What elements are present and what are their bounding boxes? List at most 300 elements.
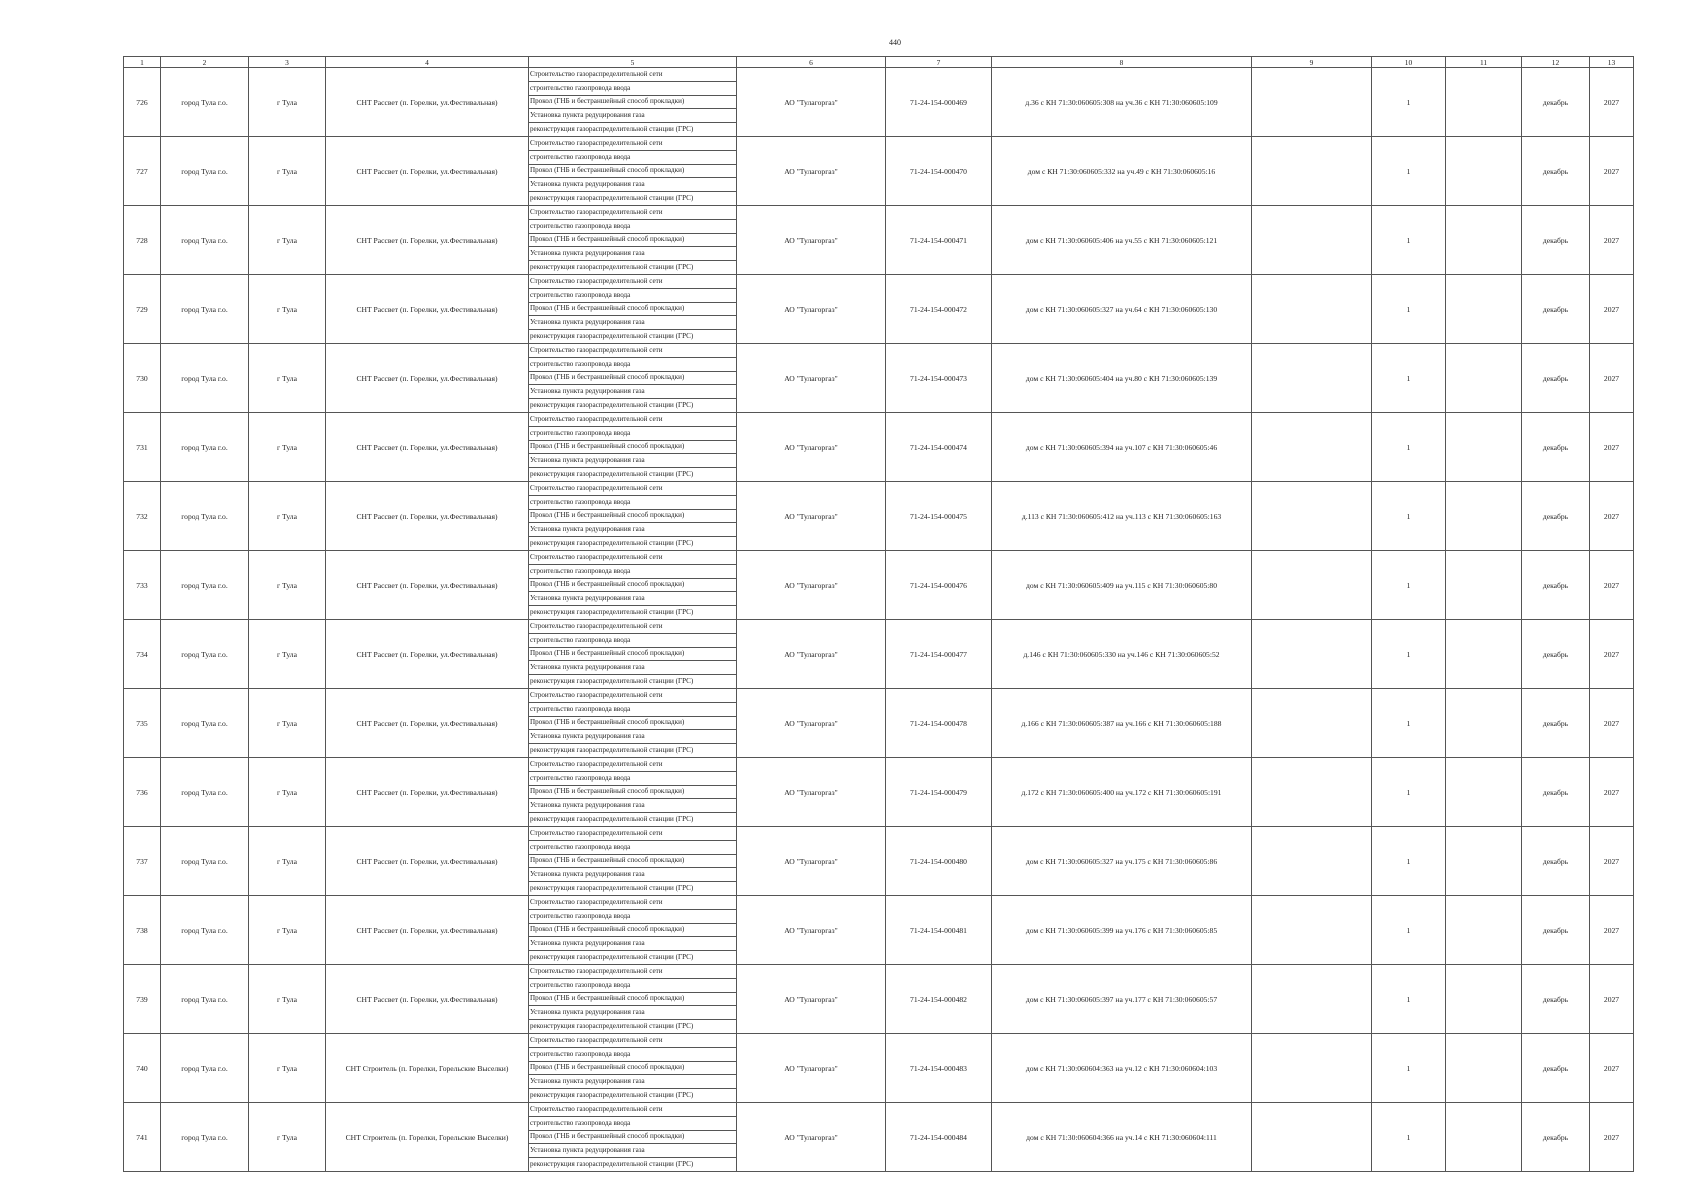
organization-cell: АО "Тулагоргаз"	[737, 689, 886, 758]
works-cell	[529, 620, 737, 689]
organization-cell: АО "Тулагоргаз"	[737, 413, 886, 482]
application-code-cell: 71-24-154-000469	[886, 68, 992, 137]
quantity-cell: 1	[1372, 758, 1446, 827]
municipality-cell: город Тула г.о.	[161, 758, 249, 827]
month-cell: декабрь	[1522, 482, 1590, 551]
object-name-cell: СНТ Рассвет (п. Горелки, ул.Фестивальная)	[326, 896, 529, 965]
works-list	[529, 965, 736, 1033]
work-item: Установка пункта редуцирования газа	[529, 109, 736, 123]
table-body	[124, 68, 1634, 1172]
column-header: 6	[737, 57, 886, 68]
works-list	[529, 551, 736, 619]
address-cell: дом с КН 71:30:060604:363 на уч.12 с КН 71:30:060604:103	[992, 1034, 1252, 1103]
work-item: Прокол (ГНБ и бестраншейный способ прокладки)	[529, 786, 736, 800]
column-9-cell	[1252, 413, 1372, 482]
year-cell: 2027	[1590, 965, 1634, 1034]
column-header: 10	[1372, 57, 1446, 68]
column-header: 7	[886, 57, 992, 68]
row-number: 735	[124, 689, 161, 758]
settlement-cell: г Тула	[249, 482, 326, 551]
work-item: Строительство газораспределительной сети	[529, 1103, 736, 1117]
work-item: строительство газопровода ввода	[529, 565, 736, 579]
column-9-cell	[1252, 206, 1372, 275]
row-number: 729	[124, 275, 161, 344]
application-code-cell: 71-24-154-000476	[886, 551, 992, 620]
works-list	[529, 758, 736, 826]
work-item: Установка пункта редуцирования газа	[529, 316, 736, 330]
work-item: строительство газопровода ввода	[529, 358, 736, 372]
object-name-cell: СНТ Рассвет (п. Горелки, ул.Фестивальная)	[326, 758, 529, 827]
municipality-cell: город Тула г.о.	[161, 344, 249, 413]
work-item: Установка пункта редуцирования газа	[529, 661, 736, 675]
month-cell: декабрь	[1522, 758, 1590, 827]
header-row	[124, 57, 1634, 68]
quantity-cell: 1	[1372, 620, 1446, 689]
municipality-cell: город Тула г.о.	[161, 689, 249, 758]
work-item: реконструкция газораспределительной станции (ГРС)	[530, 746, 694, 755]
table-row	[124, 758, 1634, 827]
work-item: реконструкция газораспределительной станции (ГРС)	[530, 608, 694, 617]
work-item: реконструкция газораспределительной станции (ГРС)	[530, 332, 694, 341]
month-cell: декабрь	[1522, 965, 1590, 1034]
settlement-cell: г Тула	[249, 689, 326, 758]
work-item: строительство газопровода ввода	[529, 220, 736, 234]
organization-cell: АО "Тулагоргаз"	[737, 620, 886, 689]
organization-cell: АО "Тулагоргаз"	[737, 1034, 886, 1103]
column-header: 8	[992, 57, 1252, 68]
table-row	[124, 482, 1634, 551]
municipality-cell: город Тула г.о.	[161, 896, 249, 965]
column-9-cell	[1252, 965, 1372, 1034]
column-11-cell	[1446, 1034, 1522, 1103]
row-number: 726	[124, 68, 161, 137]
column-9-cell	[1252, 1034, 1372, 1103]
municipality-cell: город Тула г.о.	[161, 482, 249, 551]
works-list	[529, 275, 736, 343]
year-cell: 2027	[1590, 620, 1634, 689]
year-cell: 2027	[1590, 482, 1634, 551]
table-row	[124, 1103, 1634, 1172]
column-11-cell	[1446, 620, 1522, 689]
row-number: 727	[124, 137, 161, 206]
works-list	[529, 137, 736, 205]
row-number: 734	[124, 620, 161, 689]
year-cell: 2027	[1590, 137, 1634, 206]
column-11-cell	[1446, 68, 1522, 137]
work-item: строительство газопровода ввода	[529, 427, 736, 441]
municipality-cell: город Тула г.о.	[161, 965, 249, 1034]
month-cell: декабрь	[1522, 275, 1590, 344]
row-number: 741	[124, 1103, 161, 1172]
quantity-cell: 1	[1372, 1034, 1446, 1103]
work-item: строительство газопровода ввода	[529, 841, 736, 855]
work-item: Прокол (ГНБ и бестраншейный способ прокладки)	[529, 303, 736, 317]
row-number: 730	[124, 344, 161, 413]
works-list	[529, 344, 736, 412]
work-item: Прокол (ГНБ и бестраншейный способ прокладки)	[529, 648, 736, 662]
table-row	[124, 620, 1634, 689]
column-header: 5	[529, 57, 737, 68]
column-11-cell	[1446, 344, 1522, 413]
work-item: Строительство газораспределительной сети	[529, 620, 736, 634]
work-item: Строительство газораспределительной сети	[529, 206, 736, 220]
settlement-cell: г Тула	[249, 137, 326, 206]
works-cell	[529, 827, 737, 896]
work-item: Прокол (ГНБ и бестраншейный способ прокладки)	[529, 855, 736, 869]
column-9-cell	[1252, 68, 1372, 137]
settlement-cell: г Тула	[249, 758, 326, 827]
work-item: Строительство газораспределительной сети	[529, 758, 736, 772]
settlement-cell: г Тула	[249, 827, 326, 896]
work-item: Установка пункта редуцирования газа	[529, 730, 736, 744]
application-code-cell: 71-24-154-000483	[886, 1034, 992, 1103]
page-number: 440	[889, 38, 901, 47]
application-code-cell: 71-24-154-000472	[886, 275, 992, 344]
column-9-cell	[1252, 275, 1372, 344]
works-cell	[529, 758, 737, 827]
column-11-cell	[1446, 1103, 1522, 1172]
row-number: 731	[124, 413, 161, 482]
settlement-cell: г Тула	[249, 344, 326, 413]
works-cell	[529, 482, 737, 551]
table-row	[124, 344, 1634, 413]
column-11-cell	[1446, 482, 1522, 551]
object-name-cell: СНТ Рассвет (п. Горелки, ул.Фестивальная)	[326, 965, 529, 1034]
object-name-cell: СНТ Рассвет (п. Горелки, ул.Фестивальная)	[326, 275, 529, 344]
table-row	[124, 206, 1634, 275]
work-item: реконструкция газораспределительной станции (ГРС)	[530, 1022, 694, 1031]
work-item: Установка пункта редуцирования газа	[529, 454, 736, 468]
address-cell: дом с КН 71:30:060605:404 на уч.80 с КН 71:30:060605:139	[992, 344, 1252, 413]
organization-cell: АО "Тулагоргаз"	[737, 965, 886, 1034]
works-list	[529, 206, 736, 274]
column-9-cell	[1252, 620, 1372, 689]
month-cell: декабрь	[1522, 551, 1590, 620]
organization-cell: АО "Тулагоргаз"	[737, 68, 886, 137]
year-cell: 2027	[1590, 413, 1634, 482]
year-cell: 2027	[1590, 1103, 1634, 1172]
table-row	[124, 827, 1634, 896]
work-item: Прокол (ГНБ и бестраншейный способ прокладки)	[529, 993, 736, 1007]
column-9-cell	[1252, 758, 1372, 827]
application-code-cell: 71-24-154-000481	[886, 896, 992, 965]
work-item: реконструкция газораспределительной станции (ГРС)	[530, 194, 694, 203]
table-row	[124, 689, 1634, 758]
object-name-cell: СНТ Рассвет (п. Горелки, ул.Фестивальная)	[326, 689, 529, 758]
work-item: Строительство газораспределительной сети	[529, 551, 736, 565]
works-cell	[529, 689, 737, 758]
row-number: 736	[124, 758, 161, 827]
column-11-cell	[1446, 551, 1522, 620]
year-cell: 2027	[1590, 275, 1634, 344]
data-table	[123, 56, 1634, 1172]
work-item: Установка пункта редуцирования газа	[529, 1006, 736, 1020]
year-cell: 2027	[1590, 551, 1634, 620]
works-cell	[529, 551, 737, 620]
quantity-cell: 1	[1372, 1103, 1446, 1172]
row-number: 739	[124, 965, 161, 1034]
municipality-cell: город Тула г.о.	[161, 551, 249, 620]
work-item: Строительство газораспределительной сети	[529, 827, 736, 841]
object-name-cell: СНТ Рассвет (п. Горелки, ул.Фестивальная)	[326, 344, 529, 413]
work-item: Строительство газораспределительной сети	[529, 689, 736, 703]
work-item: строительство газопровода ввода	[529, 82, 736, 96]
work-item: реконструкция газораспределительной станции (ГРС)	[530, 884, 694, 893]
column-9-cell	[1252, 689, 1372, 758]
organization-cell: АО "Тулагоргаз"	[737, 758, 886, 827]
work-item: Установка пункта редуцирования газа	[529, 385, 736, 399]
organization-cell: АО "Тулагоргаз"	[737, 275, 886, 344]
column-11-cell	[1446, 896, 1522, 965]
settlement-cell: г Тула	[249, 413, 326, 482]
table-row	[124, 275, 1634, 344]
application-code-cell: 71-24-154-000480	[886, 827, 992, 896]
municipality-cell: город Тула г.о.	[161, 1103, 249, 1172]
object-name-cell: СНТ Рассвет (п. Горелки, ул.Фестивальная)	[326, 827, 529, 896]
municipality-cell: город Тула г.о.	[161, 1034, 249, 1103]
work-item: Прокол (ГНБ и бестраншейный способ прокладки)	[529, 579, 736, 593]
works-list	[529, 482, 736, 550]
column-11-cell	[1446, 206, 1522, 275]
row-number: 732	[124, 482, 161, 551]
month-cell: декабрь	[1522, 137, 1590, 206]
municipality-cell: город Тула г.о.	[161, 275, 249, 344]
works-list	[529, 413, 736, 481]
row-number: 738	[124, 896, 161, 965]
municipality-cell: город Тула г.о.	[161, 206, 249, 275]
column-header: 1	[124, 57, 161, 68]
column-header: 3	[249, 57, 326, 68]
application-code-cell: 71-24-154-000482	[886, 965, 992, 1034]
municipality-cell: город Тула г.о.	[161, 68, 249, 137]
table-row	[124, 413, 1634, 482]
work-item: Строительство газораспределительной сети	[529, 413, 736, 427]
settlement-cell: г Тула	[249, 206, 326, 275]
year-cell: 2027	[1590, 896, 1634, 965]
work-item: Установка пункта редуцирования газа	[529, 937, 736, 951]
application-code-cell: 71-24-154-000473	[886, 344, 992, 413]
table-row	[124, 551, 1634, 620]
work-item: Строительство газораспределительной сети	[529, 965, 736, 979]
month-cell: декабрь	[1522, 206, 1590, 275]
month-cell: декабрь	[1522, 344, 1590, 413]
column-9-cell	[1252, 896, 1372, 965]
work-item: строительство газопровода ввода	[529, 979, 736, 993]
work-item: строительство газопровода ввода	[529, 772, 736, 786]
work-item: реконструкция газораспределительной станции (ГРС)	[530, 815, 694, 824]
table-row	[124, 68, 1634, 137]
column-9-cell	[1252, 344, 1372, 413]
address-cell: д.146 с КН 71:30:060605:330 на уч.146 с КН 71:30:060605:52	[992, 620, 1252, 689]
object-name-cell: СНТ Рассвет (п. Горелки, ул.Фестивальная)	[326, 137, 529, 206]
column-9-cell	[1252, 827, 1372, 896]
month-cell: декабрь	[1522, 689, 1590, 758]
quantity-cell: 1	[1372, 206, 1446, 275]
column-11-cell	[1446, 827, 1522, 896]
work-item: реконструкция газораспределительной станции (ГРС)	[530, 125, 694, 134]
settlement-cell: г Тула	[249, 275, 326, 344]
object-name-cell: СНТ Рассвет (п. Горелки, ул.Фестивальная)	[326, 413, 529, 482]
settlement-cell: г Тула	[249, 1034, 326, 1103]
address-cell: дом с КН 71:30:060604:366 на уч.14 с КН 71:30:060604:111	[992, 1103, 1252, 1172]
quantity-cell: 1	[1372, 965, 1446, 1034]
month-cell: декабрь	[1522, 1034, 1590, 1103]
work-item: Прокол (ГНБ и бестраншейный способ прокладки)	[529, 510, 736, 524]
address-cell: дом с КН 71:30:060605:397 на уч.177 с КН 71:30:060605:57	[992, 965, 1252, 1034]
column-9-cell	[1252, 482, 1372, 551]
address-cell: д.172 с КН 71:30:060605:400 на уч.172 с КН 71:30:060605:191	[992, 758, 1252, 827]
works-cell	[529, 275, 737, 344]
works-list	[529, 68, 736, 136]
work-item: строительство газопровода ввода	[529, 1048, 736, 1062]
works-cell	[529, 1103, 737, 1172]
address-cell: д.113 с КН 71:30:060605:412 на уч.113 с КН 71:30:060605:163	[992, 482, 1252, 551]
work-item: Строительство газораспределительной сети	[529, 275, 736, 289]
settlement-cell: г Тула	[249, 1103, 326, 1172]
works-cell	[529, 413, 737, 482]
table-row	[124, 1034, 1634, 1103]
month-cell: декабрь	[1522, 1103, 1590, 1172]
work-item: Прокол (ГНБ и бестраншейный способ прокладки)	[529, 372, 736, 386]
work-item: Прокол (ГНБ и бестраншейный способ прокладки)	[529, 717, 736, 731]
row-number: 737	[124, 827, 161, 896]
column-header: 9	[1252, 57, 1372, 68]
column-11-cell	[1446, 137, 1522, 206]
organization-cell: АО "Тулагоргаз"	[737, 1103, 886, 1172]
month-cell: декабрь	[1522, 68, 1590, 137]
work-item: строительство газопровода ввода	[529, 910, 736, 924]
work-item: Прокол (ГНБ и бестраншейный способ прокладки)	[529, 165, 736, 179]
object-name-cell: СНТ Рассвет (п. Горелки, ул.Фестивальная)	[326, 68, 529, 137]
settlement-cell: г Тула	[249, 68, 326, 137]
column-header: 12	[1522, 57, 1590, 68]
work-item: Прокол (ГНБ и бестраншейный способ прокладки)	[529, 1131, 736, 1145]
organization-cell: АО "Тулагоргаз"	[737, 344, 886, 413]
work-item: реконструкция газораспределительной станции (ГРС)	[530, 1091, 694, 1100]
object-name-cell: СНТ Строитель (п. Горелки, Горельские Выселки)	[326, 1103, 529, 1172]
quantity-cell: 1	[1372, 344, 1446, 413]
work-item: Строительство газораспределительной сети	[529, 344, 736, 358]
organization-cell: АО "Тулагоргаз"	[737, 137, 886, 206]
work-item: реконструкция газораспределительной станции (ГРС)	[530, 539, 694, 548]
application-code-cell: 71-24-154-000478	[886, 689, 992, 758]
quantity-cell: 1	[1372, 551, 1446, 620]
quantity-cell: 1	[1372, 68, 1446, 137]
column-9-cell	[1252, 137, 1372, 206]
work-item: реконструкция газораспределительной станции (ГРС)	[530, 401, 694, 410]
works-list	[529, 1103, 736, 1171]
works-cell	[529, 1034, 737, 1103]
works-cell	[529, 137, 737, 206]
settlement-cell: г Тула	[249, 620, 326, 689]
application-code-cell: 71-24-154-000470	[886, 137, 992, 206]
month-cell: декабрь	[1522, 413, 1590, 482]
address-cell: дом с КН 71:30:060605:409 на уч.115 с КН 71:30:060605:80	[992, 551, 1252, 620]
object-name-cell: СНТ Рассвет (п. Горелки, ул.Фестивальная)	[326, 551, 529, 620]
works-cell	[529, 896, 737, 965]
quantity-cell: 1	[1372, 413, 1446, 482]
municipality-cell: город Тула г.о.	[161, 620, 249, 689]
table-row	[124, 137, 1634, 206]
address-cell: дом с КН 71:30:060605:327 на уч.175 с КН 71:30:060605:86	[992, 827, 1252, 896]
works-list	[529, 827, 736, 895]
work-item: Установка пункта редуцирования газа	[529, 868, 736, 882]
quantity-cell: 1	[1372, 275, 1446, 344]
column-header: 2	[161, 57, 249, 68]
work-item: Строительство газораспределительной сети	[529, 1034, 736, 1048]
works-list	[529, 896, 736, 964]
work-item: реконструкция газораспределительной станции (ГРС)	[530, 677, 694, 686]
column-9-cell	[1252, 551, 1372, 620]
organization-cell: АО "Тулагоргаз"	[737, 551, 886, 620]
work-item: Установка пункта редуцирования газа	[529, 178, 736, 192]
work-item: реконструкция газораспределительной станции (ГРС)	[530, 470, 694, 479]
work-item: Строительство газораспределительной сети	[529, 68, 736, 82]
column-11-cell	[1446, 689, 1522, 758]
month-cell: декабрь	[1522, 620, 1590, 689]
work-item: Прокол (ГНБ и бестраншейный способ прокладки)	[529, 441, 736, 455]
application-code-cell: 71-24-154-000475	[886, 482, 992, 551]
address-cell: дом с КН 71:30:060605:394 на уч.107 с КН 71:30:060605:46	[992, 413, 1252, 482]
row-number: 733	[124, 551, 161, 620]
work-item: Установка пункта редуцирования газа	[529, 1075, 736, 1089]
column-header: 11	[1446, 57, 1522, 68]
application-code-cell: 71-24-154-000477	[886, 620, 992, 689]
object-name-cell: СНТ Рассвет (п. Горелки, ул.Фестивальная)	[326, 482, 529, 551]
year-cell: 2027	[1590, 1034, 1634, 1103]
object-name-cell: СНТ Строитель (п. Горелки, Горельские Выселки)	[326, 1034, 529, 1103]
settlement-cell: г Тула	[249, 551, 326, 620]
application-code-cell: 71-24-154-000471	[886, 206, 992, 275]
application-code-cell: 71-24-154-000479	[886, 758, 992, 827]
month-cell: декабрь	[1522, 896, 1590, 965]
year-cell: 2027	[1590, 68, 1634, 137]
address-cell: дом с КН 71:30:060605:332 на уч.49 с КН 71:30:060605:16	[992, 137, 1252, 206]
works-list	[529, 689, 736, 757]
row-number: 728	[124, 206, 161, 275]
work-item: реконструкция газораспределительной станции (ГРС)	[530, 263, 694, 272]
work-item: реконструкция газораспределительной станции (ГРС)	[530, 1160, 694, 1169]
application-code-cell: 71-24-154-000474	[886, 413, 992, 482]
settlement-cell: г Тула	[249, 965, 326, 1034]
column-11-cell	[1446, 758, 1522, 827]
municipality-cell: город Тула г.о.	[161, 137, 249, 206]
column-header: 13	[1590, 57, 1634, 68]
column-11-cell	[1446, 965, 1522, 1034]
application-code-cell: 71-24-154-000484	[886, 1103, 992, 1172]
work-item: Установка пункта редуцирования газа	[529, 523, 736, 537]
object-name-cell: СНТ Рассвет (п. Горелки, ул.Фестивальная)	[326, 620, 529, 689]
work-item: строительство газопровода ввода	[529, 496, 736, 510]
work-item: строительство газопровода ввода	[529, 1117, 736, 1131]
organization-cell: АО "Тулагоргаз"	[737, 206, 886, 275]
work-item: Установка пункта редуцирования газа	[529, 799, 736, 813]
work-item: Прокол (ГНБ и бестраншейный способ прокладки)	[529, 96, 736, 110]
year-cell: 2027	[1590, 758, 1634, 827]
address-cell: д.166 с КН 71:30:060605:387 на уч.166 с КН 71:30:060605:188	[992, 689, 1252, 758]
quantity-cell: 1	[1372, 689, 1446, 758]
quantity-cell: 1	[1372, 137, 1446, 206]
column-header: 4	[326, 57, 529, 68]
works-cell	[529, 965, 737, 1034]
work-item: Прокол (ГНБ и бестраншейный способ прокладки)	[529, 924, 736, 938]
year-cell: 2027	[1590, 689, 1634, 758]
work-item: строительство газопровода ввода	[529, 151, 736, 165]
address-cell: дом с КН 71:30:060605:327 на уч.64 с КН 71:30:060605:130	[992, 275, 1252, 344]
column-11-cell	[1446, 275, 1522, 344]
works-list	[529, 620, 736, 688]
object-name-cell: СНТ Рассвет (п. Горелки, ул.Фестивальная)	[326, 206, 529, 275]
